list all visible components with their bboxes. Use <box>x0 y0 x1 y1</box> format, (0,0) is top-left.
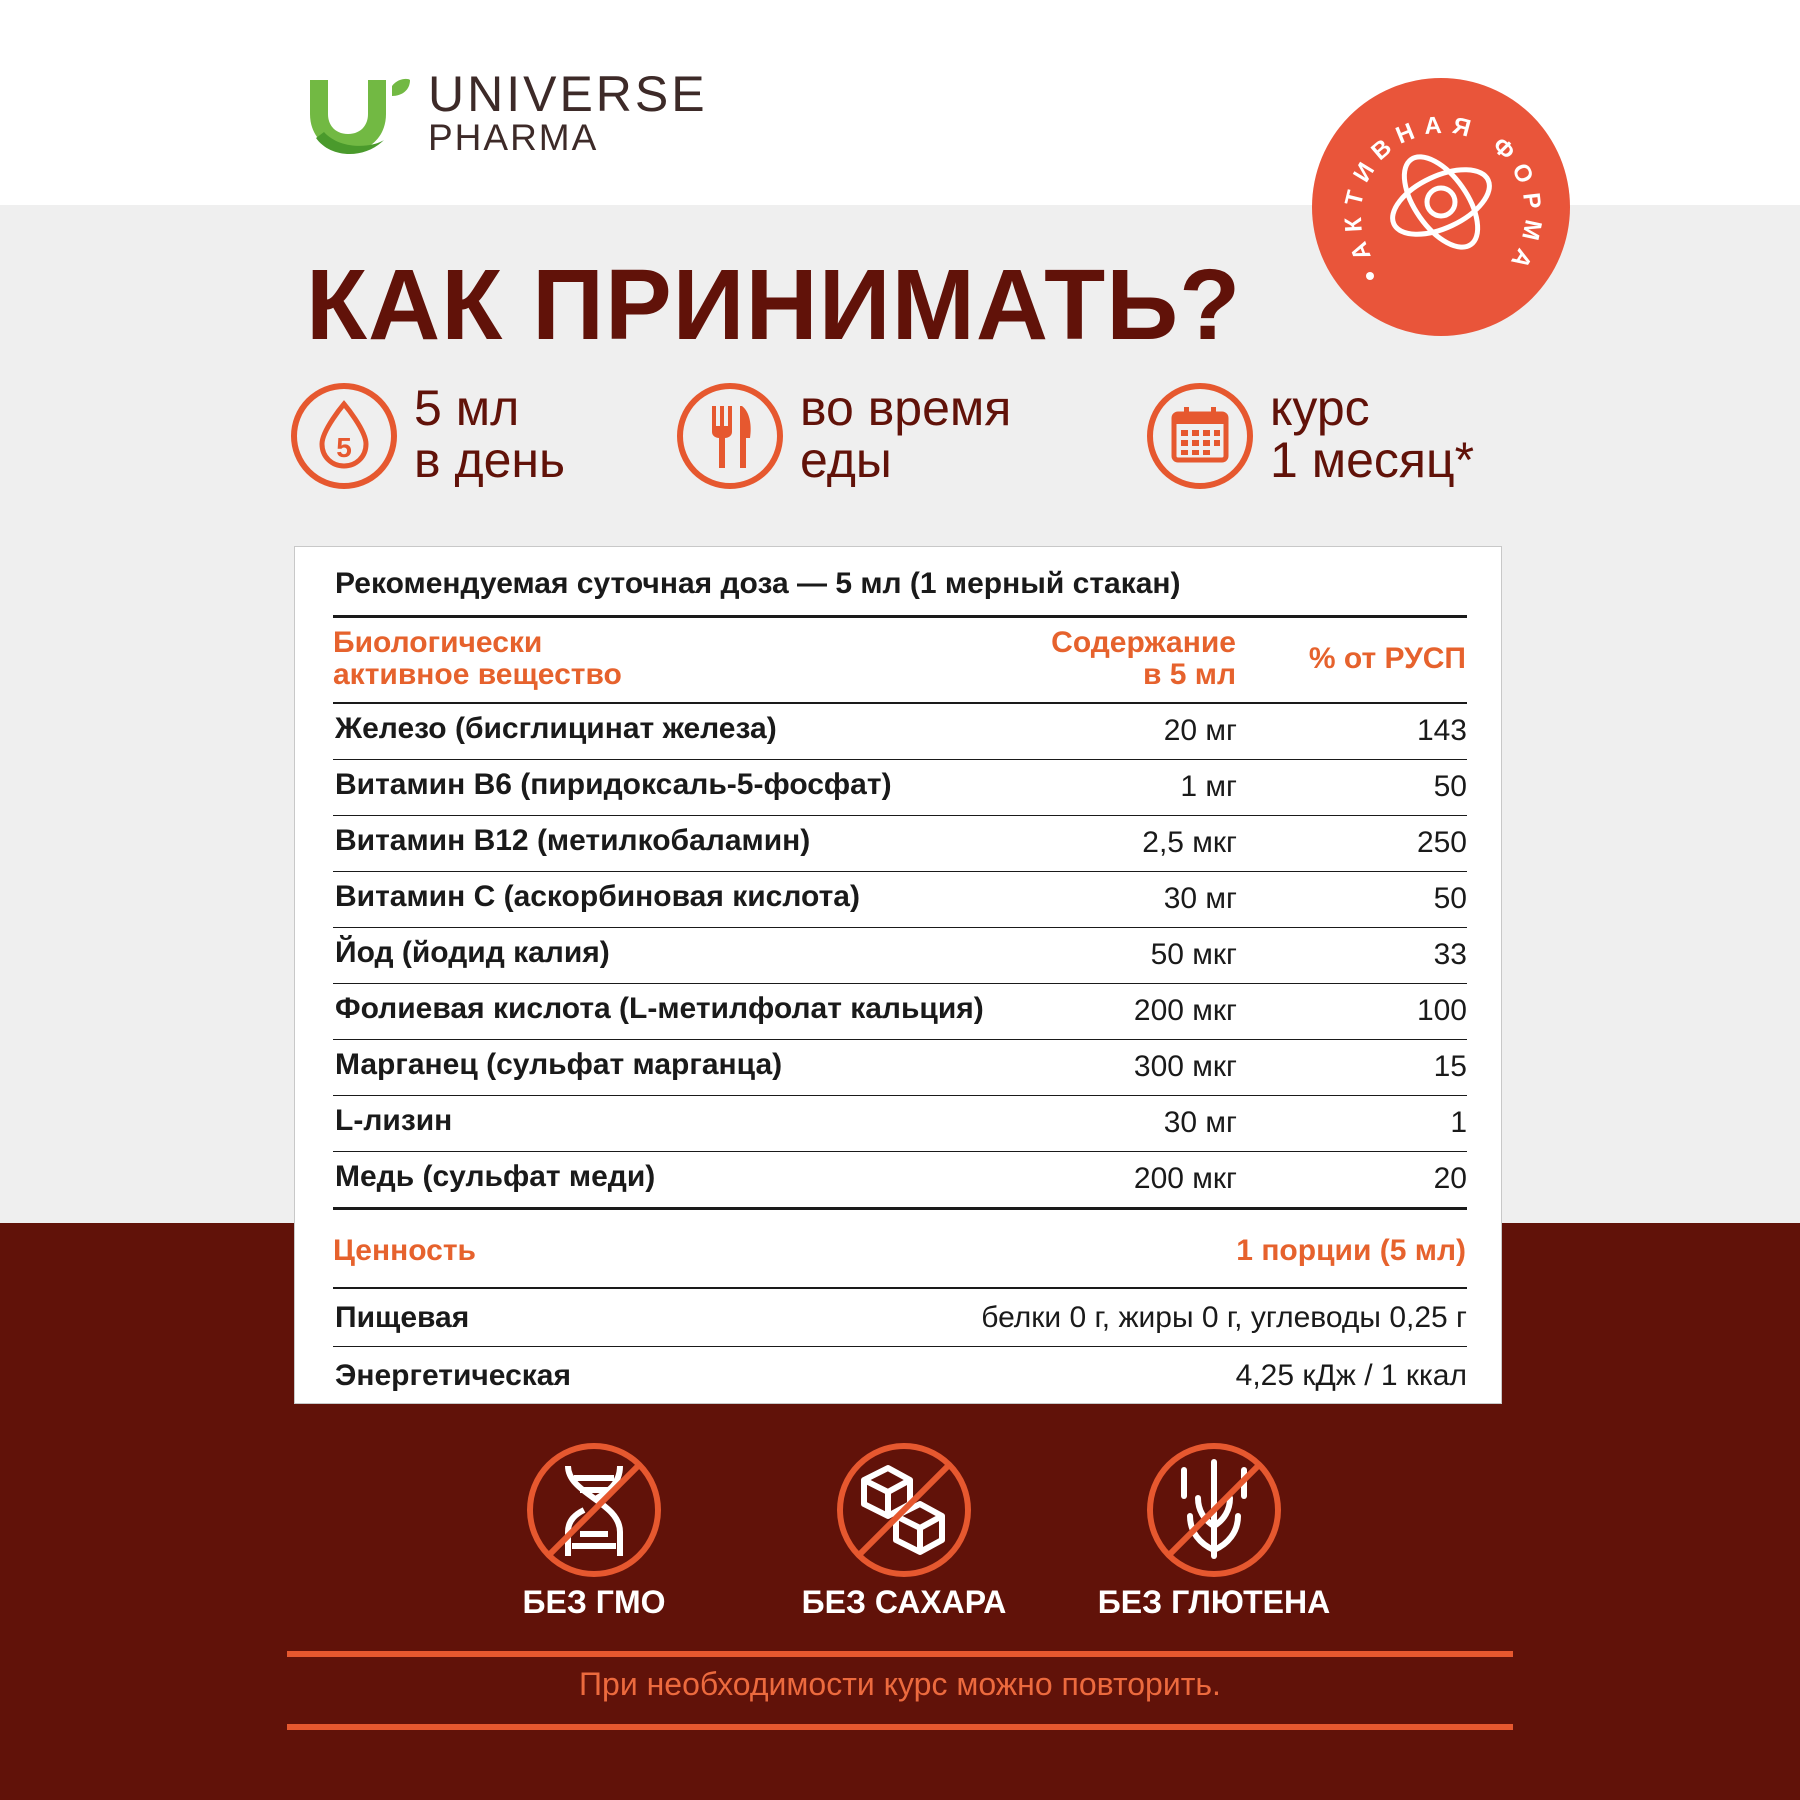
header-substance <box>333 627 622 691</box>
table-row <box>333 1040 1467 1096</box>
row-name: Витамин В12 (метилкобаламин) <box>335 824 811 857</box>
row-name: L-лизин <box>335 1104 453 1137</box>
table-top-rule <box>333 615 1467 618</box>
row-amount: 50 мкг <box>1150 938 1237 971</box>
value-header-portion: 1 порции (5 мл) <box>1236 1234 1466 1267</box>
table-row <box>333 1096 1467 1152</box>
row-name: Витамин В6 (пиридоксаль-5-фосфат) <box>335 768 892 801</box>
page-title: КАК ПРИНИМАТЬ? <box>306 249 1242 361</box>
row-percent: 250 <box>1416 826 1467 859</box>
row-percent: 15 <box>1433 1050 1467 1083</box>
footnote: При необходимости курс можно повторить. <box>579 1666 1221 1702</box>
header-substance-line-2: активное вещество <box>333 658 622 691</box>
header-amount-line-1: Содержание <box>1051 626 1236 659</box>
table-row <box>333 928 1467 984</box>
table-row <box>333 1152 1467 1210</box>
row-name: Йод (йодид калия) <box>335 936 610 969</box>
row-percent: 50 <box>1433 770 1467 803</box>
footer-rule-bottom <box>287 1724 1513 1730</box>
active-form-badge <box>1312 78 1570 336</box>
no-dna-icon <box>524 1440 664 1580</box>
header-amount <box>1051 627 1236 691</box>
row-name: Фолиевая кислота (L-метилфолат кальция) <box>335 992 984 1025</box>
free-of-sugar <box>774 1440 1034 1630</box>
calendar-icon <box>1146 382 1254 490</box>
value-row-value: белки 0 г, жиры 0 г, углеводы 0,25 г <box>981 1301 1467 1334</box>
feature-food-line-1: во время <box>800 380 1012 436</box>
no-wheat-icon <box>1144 1440 1284 1580</box>
value-row-name: Энергетическая <box>335 1359 571 1392</box>
free-of-label: БЕЗ ГЛЮТЕНА <box>1097 1584 1331 1620</box>
row-amount: 200 мкг <box>1133 1162 1237 1195</box>
logo-line-2: PHARMA <box>428 117 599 158</box>
value-row-value: 4,25 кДж / 1 ккал <box>1235 1359 1467 1392</box>
header-percent: % от РУСП <box>1308 642 1466 675</box>
row-percent: 20 <box>1433 1162 1467 1195</box>
row-name: Марганец (сульфат марганца) <box>335 1048 783 1081</box>
table-row <box>333 704 1467 760</box>
value-row <box>333 1347 1467 1405</box>
row-percent: 1 <box>1450 1106 1467 1139</box>
row-amount: 30 мг <box>1163 882 1237 915</box>
row-amount: 300 мкг <box>1133 1050 1237 1083</box>
table-caption: Рекомендуемая суточная доза — 5 мл (1 мерный стакан) <box>335 567 1181 600</box>
free-of-label: БЕЗ САХАРА <box>801 1584 1007 1620</box>
fork-knife-icon <box>676 382 784 490</box>
value-row-name: Пищевая <box>335 1301 470 1334</box>
header-amount-line-2: в 5 мл <box>1142 658 1236 691</box>
drop-5-icon <box>290 382 398 490</box>
row-name: Медь (сульфат меди) <box>335 1160 656 1193</box>
row-amount: 200 мкг <box>1133 994 1237 1027</box>
feature-dose-line-2: в день <box>414 432 566 488</box>
row-percent: 33 <box>1433 938 1467 971</box>
table-row <box>333 984 1467 1040</box>
brand-logo <box>306 68 726 158</box>
free-of-gluten <box>1084 1440 1344 1630</box>
no-sugar-cubes-icon <box>834 1440 974 1580</box>
svg-text:5: 5 <box>336 432 352 463</box>
row-amount: 20 мг <box>1163 714 1237 747</box>
feature-course-line-2: 1 месяц* <box>1270 432 1475 488</box>
feature-food-line-2: еды <box>800 432 892 488</box>
nutrition-table <box>294 546 1502 1404</box>
row-amount: 2,5 мкг <box>1142 826 1237 859</box>
row-name: Железо (бисглицинат железа) <box>335 712 777 745</box>
free-of-gmo <box>464 1440 724 1630</box>
free-of-label: БЕЗ ГМО <box>522 1584 666 1620</box>
value-header-label: Ценность <box>333 1234 476 1267</box>
table-row <box>333 816 1467 872</box>
row-percent: 143 <box>1416 714 1467 747</box>
row-percent: 50 <box>1433 882 1467 915</box>
badge-text: АКТИВНАЯ ФОРМА <box>1339 111 1547 281</box>
table-row <box>333 760 1467 816</box>
header-substance-line-1: Биологически <box>333 626 543 659</box>
feature-course-line-1: курс <box>1270 380 1370 436</box>
footer-rule-top <box>287 1651 1513 1657</box>
feature-dose-line-1: 5 мл <box>414 380 520 436</box>
row-name: Витамин С (аскорбиновая кислота) <box>335 880 860 913</box>
row-percent: 100 <box>1416 994 1467 1027</box>
logo-u-icon <box>306 76 410 156</box>
table-row <box>333 872 1467 928</box>
logo-line-1: UNIVERSE <box>428 66 708 122</box>
row-amount: 1 мг <box>1180 770 1237 803</box>
row-amount: 30 мг <box>1163 1106 1237 1139</box>
value-row <box>333 1289 1467 1347</box>
